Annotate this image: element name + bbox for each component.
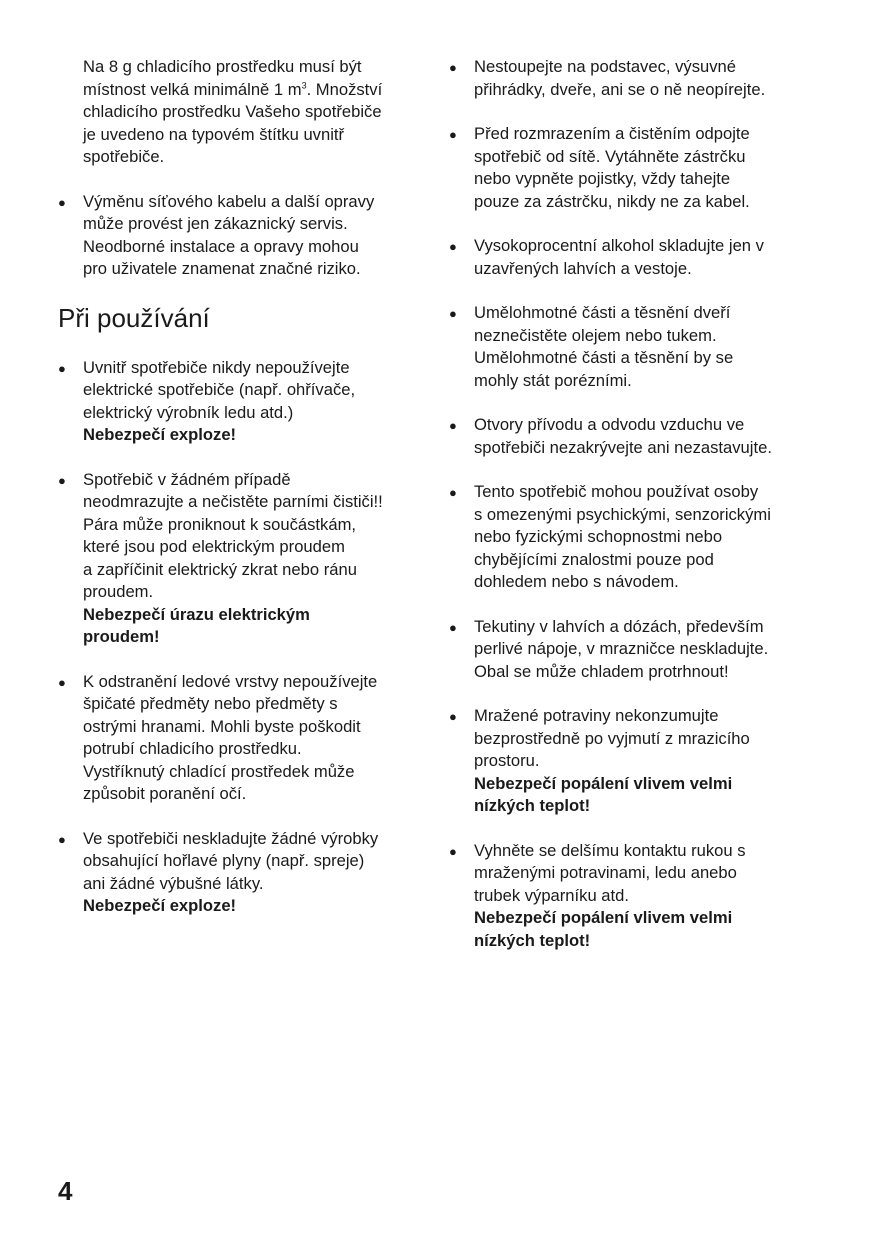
left-bullet-list [58,357,428,918]
text-line: chybějícími znalostmi pouze pod [474,549,714,569]
bullet-icon [449,235,467,259]
text-line: Uvnitř spotřebiče nikdy nepoužívejte [83,357,350,377]
text-line: způsobit poranění očí. [83,784,247,803]
bullet-item [58,671,428,806]
bullet-icon [58,191,76,215]
text-line: Vysokoprocentní alkohol skladujte jen v [474,236,764,255]
text-line: Pára může proniknout k součástkám, [83,514,357,534]
text-line: které jsou pod elektrickým proudem [83,537,345,556]
bullet-item [449,616,819,684]
text-line: Umělohmotné části a těsnění dveří [474,303,731,322]
text-line: neodmrazujte a nečistěte parními čističi!! [83,492,383,511]
text-line: proudem. [83,582,154,601]
text-line: elektrický výrobník ledu atd.) [83,402,294,422]
text-line: Tento spotřebič mohou používat osoby [474,482,759,501]
bullet-item [449,481,819,594]
text-line: Na 8 g chladicího prostředku musí být [83,57,362,76]
page-number: 4 [58,1176,73,1206]
refrigerant-note [58,56,428,169]
text-line: mraženými potravinami, ledu anebo [474,863,737,882]
text-line: uzavřených lahvích a vestoje. [474,258,692,278]
bullet-item-service [58,191,428,281]
warning-text: nízkých teplot! [474,930,591,950]
bullet-item [449,123,819,213]
bullet-icon [449,616,467,640]
text-line: Nestoupejte na podstavec, výsuvné [474,57,736,76]
text-line: elektrické spotřebiče (např. ohřívače, [83,380,356,399]
text-line: Vystříknutý chladící prostředek může [83,761,355,781]
text-line: ani žádné výbušné látky. [83,873,264,893]
text-line: pro uživatele znamenat značné riziko. [83,259,361,278]
text-line: Výměnu síťového kabelu a další opravy [83,191,375,211]
bullet-icon [58,357,76,381]
text-line: Tekutiny v lahvích a dózách, především [474,616,764,636]
bullet-icon [449,302,467,326]
text-line: Ve spotřebiči neskladujte žádné výrobky [83,828,379,848]
text-line: přihrádky, dveře, ani se o ně neopírejte. [474,79,766,99]
bullet-item [449,840,819,953]
left-column [58,56,428,940]
warning-text: Nebezpečí úrazu elektrickým [83,604,310,624]
warning-text: Nebezpečí popálení vlivem velmi [474,908,733,927]
bullet-icon [58,828,76,852]
bullet-icon [449,56,467,80]
bullet-item [58,357,428,447]
bullet-icon [58,671,76,695]
text-line: špičaté předměty nebo předměty s [83,694,338,713]
bullet-icon [449,481,467,505]
text-line: Umělohmotné části a těsnění by se [474,348,734,367]
text-fragment: místnost velká minimálně 1 m [83,79,302,99]
text-line: trubek výparníku atd. [474,885,629,905]
bullet-item [58,469,428,649]
section-heading: Při používání [58,302,210,333]
warning-text: Nebezpečí exploze! [83,896,237,915]
text-fragment: . Množství [306,79,383,99]
text-line: může provést jen zákaznický servis. [83,214,348,233]
text-line: obsahující hořlavé plyny (např. spreje) [83,851,365,870]
bullet-item [449,302,819,392]
right-column [449,56,819,974]
text-line: dohledem nebo s návodem. [474,572,679,591]
bullet-icon [449,414,467,438]
text-line: potrubí chladicího prostředku. [83,739,302,758]
warning-text: nízkých teplot! [474,796,591,815]
text-line: prostoru. [474,751,540,770]
text-line: perlivé nápoje, v mrazničce neskladujte. [474,639,769,658]
bullet-icon [449,705,467,729]
text-line: chladicího prostředku Vašeho spotřebiče [83,102,382,121]
text-line: pouze za zástrčku, nikdy ne za kabel. [474,191,750,211]
bullet-icon [449,123,467,147]
text-line: s omezenými psychickými, senzorickými [474,504,771,524]
text-line: K odstranění ledové vrstvy nepoužívejte [83,671,378,691]
bullet-item [449,705,819,818]
text-line: bezprostředně po vyjmutí z mrazicího [474,728,750,748]
text-line: ostrými hranami. Mohli byste poškodit [83,716,361,736]
text-line [83,79,428,102]
bullet-item [449,235,819,280]
text-line: Obal se může chladem protrhnout! [474,661,729,681]
text-line: Mražené potraviny nekonzumujte [474,706,719,725]
warning-text: Nebezpečí exploze! [83,425,237,444]
superscript: 3 [301,79,307,90]
bullet-item [58,828,428,918]
text-line: spotřebič od sítě. Vytáhněte zástrčku [474,146,746,166]
text-line: nebo fyzickými schopnostmi nebo [474,527,723,546]
right-bullet-list [449,56,819,952]
text-line: je uvedeno na typovém štítku uvnitř [83,124,345,144]
bullet-item [449,414,819,459]
text-line: spotřebiče. [83,147,165,166]
text-line: Neodborné instalace a opravy mohou [83,236,359,256]
text-line: Spotřebič v žádném případě [83,469,291,489]
text-line: spotřebiči nezakrývejte ani nezastavujte. [474,437,772,457]
bullet-icon [449,840,467,864]
text-line: Před rozmrazením a čistěním odpojte [474,124,750,143]
bullet-icon [58,469,76,493]
text-line: neznečistěte olejem nebo tukem. [474,325,717,345]
warning-text: Nebezpečí popálení vlivem velmi [474,773,733,793]
bullet-item [449,56,819,101]
text-line: Vyhněte se delšímu kontaktu rukou s [474,840,746,860]
text-line: nebo vypněte pojistky, vždy tahejte [474,169,731,188]
text-line: a zapříčinit elektrický zkrat nebo ránu [83,559,357,579]
text-line: mohly stát porézními. [474,370,632,390]
text-line: Otvory přívodu a odvodu vzduchu ve [474,415,745,434]
warning-text: proudem! [83,627,160,646]
